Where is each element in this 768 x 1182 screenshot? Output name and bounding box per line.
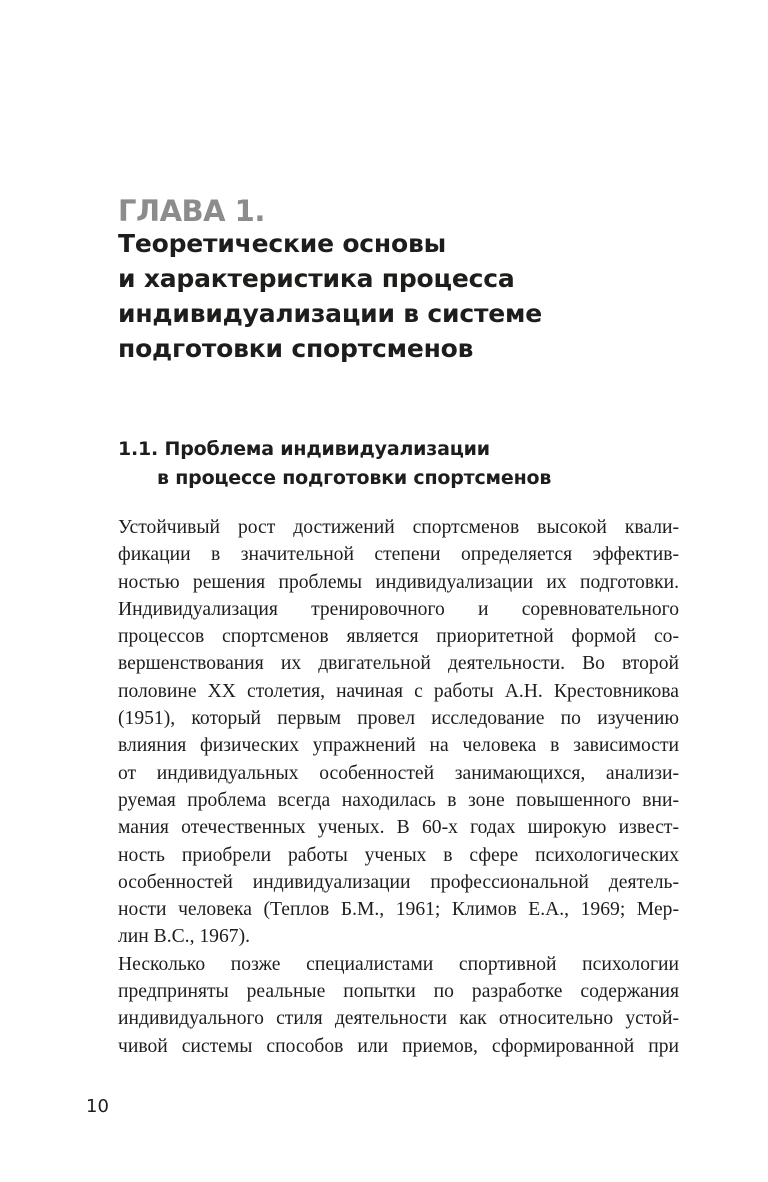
paragraph-line: чивой системы способов или приемов, сформированной при	[118, 1035, 679, 1057]
paragraph-line: половине XX столетия, начиная с работы А.Н. Крестовникова	[118, 680, 679, 702]
paragraph-line: ности человека (Теплов Б.М., 1961; Климов Е.А., 1969; Мер-	[118, 899, 679, 921]
paragraph-line: процессов спортсменов является приоритетной формой со-	[118, 626, 679, 648]
section-title-line: в процессе подготовки спортсменов	[157, 467, 552, 489]
paragraph-line: (1951), который первым провел исследование по изучению	[118, 708, 679, 730]
paragraph-line: особенностей индивидуализации профессиональной деятель-	[118, 871, 679, 893]
paragraph-line: индивидуального стиля деятельности как относительно устой-	[118, 1008, 679, 1030]
paragraph-line: лин В.С., 1967).	[118, 926, 250, 948]
paragraph-line: ностью решения проблемы индивидуализации их подготовки.	[118, 571, 679, 593]
paragraph-line: Несколько позже специалистами спортивной психологии	[118, 953, 679, 975]
paragraph-line: Индивидуализация тренировочного и соревновательного	[118, 598, 679, 620]
paragraph-line: руемая проблема всегда находилась в зоне повышенного вни-	[118, 789, 679, 811]
chapter-title-line: индивидуализации в системе	[118, 299, 542, 328]
paragraph-line: предприняты реальные попытки по разработке содержания	[118, 981, 679, 1003]
chapter-label: ГЛАВА 1.	[118, 194, 265, 228]
paragraph-line: ность приобрели работы ученых в сфере психологических	[118, 844, 679, 866]
chapter-title-line: Теоретические основы	[118, 229, 446, 258]
paragraph-line: влияния физических упражнений на человека в зависимости	[118, 735, 679, 757]
paragraph-line: от индивидуальных особенностей занимающихся, анализи-	[118, 762, 679, 784]
chapter-title-line: подготовки спортсменов	[118, 334, 474, 363]
section-title-line: 1.1. Проблема индивидуализации	[118, 438, 490, 460]
chapter-title-line: и характеристика процесса	[118, 264, 515, 293]
chapter-title	[118, 226, 718, 366]
paragraph-line: фикации в значительной степени определяется эффектив-	[118, 544, 679, 566]
paragraph-line: Устойчивый рост достижений спортсменов высокой квали-	[118, 517, 679, 538]
section-title	[118, 435, 718, 493]
paragraph-line: вершенствования их двигательной деятельности. Во второй	[118, 653, 679, 675]
page-number: 10	[86, 1096, 109, 1117]
paragraph-line: мания отечественных ученых. В 60-х годах широкую извест-	[118, 817, 679, 839]
body-text	[118, 514, 679, 1060]
